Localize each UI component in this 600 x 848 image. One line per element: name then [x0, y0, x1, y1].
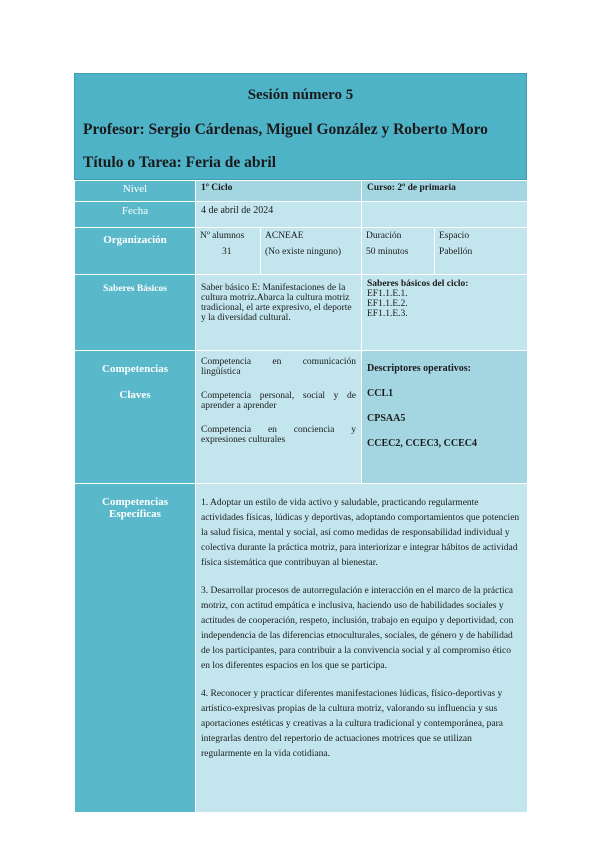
fecha-row [75, 202, 528, 228]
descriptores-title: Descriptores operativos: [367, 363, 471, 374]
competencias-list [196, 351, 362, 484]
alumnos-label: Nº alumnos [200, 231, 245, 241]
organizacion-row [75, 228, 528, 275]
especifica-paragraph: 1. Adoptar un estilo de vida activo y saludable, practicando regularmente actividades físicas, lúdicas y deportivas, adoptando comportamientos que potencien la salud física, mental y social, así como medidas de responsabilidad individual y colectiva durante la práctica motriz, para interiorizar e integrar hábitos de actividad física sistemática que contribuyan al bienestar. [201, 498, 520, 568]
nivel-course: Curso: 2º de primaria [362, 181, 528, 202]
saberes-ciclo-item: EF1.1.E.1. [367, 289, 408, 299]
competencia-item: Competencia personal, social y de aprender a aprender [201, 391, 356, 411]
acneae-label: ACNEAE [265, 231, 304, 241]
duracion-label: Duración [366, 231, 402, 241]
especifica-paragraph: 4. Reconocer y practicar diferentes manifestaciones lúdicas, físico-deportivas y artístico-expresivas propias de la cultura motriz, valorando su influencia y sus aportaciones estéticas y creativas a la cultura tradicional y contemporánea, para integrarlas dentro del repertorio de actuaciones motrices que se utilizan regularmente en la vida cotidiana. [201, 689, 504, 759]
saberes-ciclo-cell [362, 275, 528, 351]
descriptor-item: CCL1 [367, 388, 394, 399]
organizacion-label: Organización [75, 228, 196, 275]
alumnos-value: 31 [222, 247, 232, 257]
competencia-item: Competencia en conciencia y expresiones culturales [201, 425, 356, 445]
competencias-label-cell [75, 351, 196, 484]
especificas-content [196, 484, 528, 813]
fecha-value: 4 de abril de 2024 [196, 202, 362, 228]
saberes-row [75, 275, 528, 351]
teacher-line: Profesor: Sergio Cárdenas, Miguel González y Roberto Moro [83, 121, 488, 138]
especificas-row [75, 484, 528, 813]
nivel-row [75, 181, 528, 202]
session-table [74, 180, 528, 813]
competencia-item: Competencia en comunicación lingüística [201, 357, 356, 377]
espacio-label: Espacio [439, 231, 470, 241]
saberes-ciclo-item: EF1.1.E.3. [367, 309, 408, 319]
saberes-text: Saber básico E: Manifestaciones de la cultura motriz.Abarca la cultura motriz tradicional, el arte expresivo, el deporte y la diversidad cultural. [196, 275, 362, 351]
alumnos-cell [196, 228, 261, 275]
competencias-label: Competencias [102, 363, 168, 375]
espacio-value: Pabellón [439, 247, 473, 257]
saberes-ciclo-item: EF1.1.E.2. [367, 299, 408, 309]
competencias-row [75, 351, 528, 484]
fecha-empty [362, 202, 528, 228]
descriptor-item: CPSAA5 [367, 413, 406, 424]
especifica-paragraph: 3. Desarrollar procesos de autorregulación e interacción en el marco de la práctica motriz, con actitud empática e inclusiva, haciendo uso de habilidades sociales y actitudes de cooperación, respeto, inclusión, trabajo en equipo y deportividad, con independencia de las diferencias etnoculturales, sociales, de género y de habilidad de los participantes, para contribuir a la convivencia social y al compromiso ético en los diferentes espacios en los que se participa. [201, 586, 514, 671]
nivel-cycle: 1º Ciclo [196, 181, 362, 202]
fecha-label: Fecha [75, 202, 196, 228]
especificas-label-cell [75, 484, 196, 813]
descriptor-item: CCEC2, CCEC3, CCEC4 [367, 438, 478, 449]
espacio-cell [435, 228, 528, 275]
session-header [74, 73, 527, 180]
nivel-label: Nivel [75, 181, 196, 202]
task-line: Título o Tarea: Feria de abril [83, 154, 277, 171]
session-document [74, 73, 527, 813]
saberes-ciclo-title: Saberes básicos del ciclo: [367, 279, 469, 289]
especificas-label: Competencias [102, 496, 168, 508]
claves-label: Claves [119, 389, 151, 401]
duracion-cell [362, 228, 435, 275]
session-title: Sesión número 5 [247, 87, 354, 103]
especificas-sublabel: Específicas [109, 508, 161, 520]
acneae-value: (No existe ninguno) [265, 247, 341, 257]
duracion-value: 50 minutos [366, 247, 409, 257]
acneae-cell [261, 228, 362, 275]
descriptores-cell [362, 351, 528, 484]
saberes-label: Saberes Básicos [75, 275, 196, 351]
